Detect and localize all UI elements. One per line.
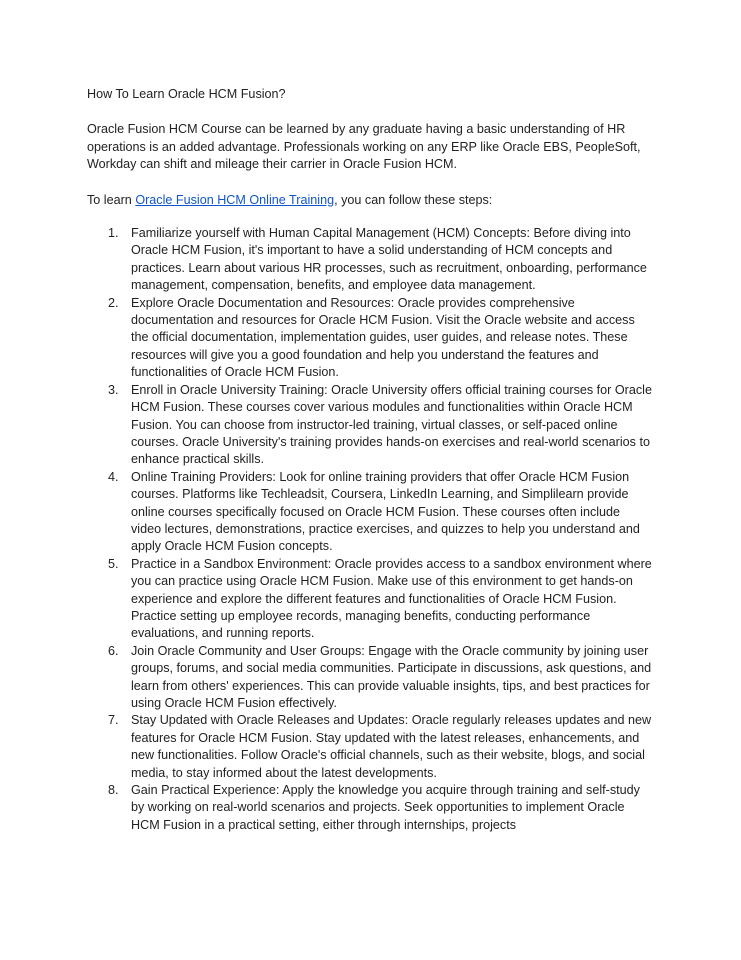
document-title: How To Learn Oracle HCM Fusion? <box>87 87 286 101</box>
list-item <box>87 556 653 643</box>
list-item-text: Gain Practical Experience: Apply the knowledge you acquire through training and self-study by working on real-world scenarios and projects. Seek opportunities to implement Oracle HCM Fusion in a practical setting, either through internships, projects <box>131 783 640 832</box>
list-item-text: Practice in a Sandbox Environment: Oracle provides access to a sandbox environment where you can practice using Oracle HCM Fusion. Make use of this environment to get hands-on experience and explore the different features and functionalities of Oracle HCM Fusion. Practice setting up employee records, managing benefits, conducting performance evaluations, and running reports. <box>131 556 652 641</box>
list-item <box>87 712 653 782</box>
list-item-text: Stay Updated with Oracle Releases and Updates: Oracle regularly releases updates and new features for Oracle HCM Fusion. Stay updated with the latest releases, enhancements, and new functionalities. Follow Oracle's official channels, such as their website, blogs, and social media, to stay informed about the latest developments. <box>131 713 652 780</box>
list-item <box>87 643 653 713</box>
list-item <box>87 469 653 556</box>
intro-paragraph: Oracle Fusion HCM Course can be learned by any graduate having a basic understanding of HR operations is an added advantage. Professionals working on any ERP like Oracle EBS, PeopleSoft, Workday can shift and mileage their carrier in Oracle Fusion HCM. <box>87 122 641 172</box>
document-body <box>87 86 653 834</box>
lead-text-after: , you can follow these steps: <box>334 192 493 207</box>
list-item-number: 8. <box>108 783 119 798</box>
list-item-text: Familiarize yourself with Human Capital Management (HCM) Concepts: Before diving into Oracle HCM Fusion, it's important to have a solid understanding of HCM concepts and practices. Learn about various HR processes, such as recruitment, onboarding, performance management, compensation, benefits, and employee data management. <box>131 226 647 293</box>
steps-lead-paragraph <box>87 192 653 209</box>
list-item-number: 3. <box>108 382 119 397</box>
list-item <box>87 782 653 834</box>
list-item-text: Explore Oracle Documentation and Resources: Oracle provides comprehensive documentation and resources for Oracle HCM Fusion. Visit the Oracle website and access the official documentation, implementation guides, user guides, and release notes. These resources will give you a good foundation and help you understand the features and functionalities of Oracle HCM Fusion. <box>131 295 635 380</box>
list-item-number: 7. <box>108 713 119 728</box>
list-item-number: 6. <box>108 643 119 658</box>
list-item-number: 5. <box>108 556 119 571</box>
list-item <box>87 225 653 295</box>
lead-text-before: To learn <box>87 192 136 207</box>
oracle-fusion-hcm-training-link[interactable]: Oracle Fusion HCM Online Training <box>135 192 335 207</box>
list-item-number: 1. <box>108 226 119 241</box>
list-item-text: Enroll in Oracle University Training: Oracle University offers official training courses for Oracle HCM Fusion. These courses cover various modules and functionalities within Oracle HCM Fusion. You can choose from instructor-led training, virtual classes, or self-paced online courses. Oracle University's training provides hands-on exercises and real-world scenarios to enhance practical skills. <box>131 382 652 467</box>
steps-list <box>87 225 653 834</box>
list-item-text: Online Training Providers: Look for online training providers that offer Oracle HCM Fusion courses. Platforms like Techleadsit, Coursera, LinkedIn Learning, and Simplilearn provide online courses specifically focused on Oracle HCM Fusion. These courses often include video lectures, demonstrations, practice exercises, and quizzes to help you understand and apply Oracle HCM Fusion concepts. <box>131 469 640 554</box>
list-item-number: 2. <box>108 295 119 310</box>
list-item <box>87 295 653 382</box>
list-item <box>87 382 653 469</box>
list-item-number: 4. <box>108 469 119 484</box>
list-item-text: Join Oracle Community and User Groups: Engage with the Oracle community by joining user groups, forums, and social media communities. Participate in discussions, ask questions, and learn from others' experiences. This can provide valuable insights, tips, and best practices for using Oracle HCM Fusion effectively. <box>131 643 652 710</box>
